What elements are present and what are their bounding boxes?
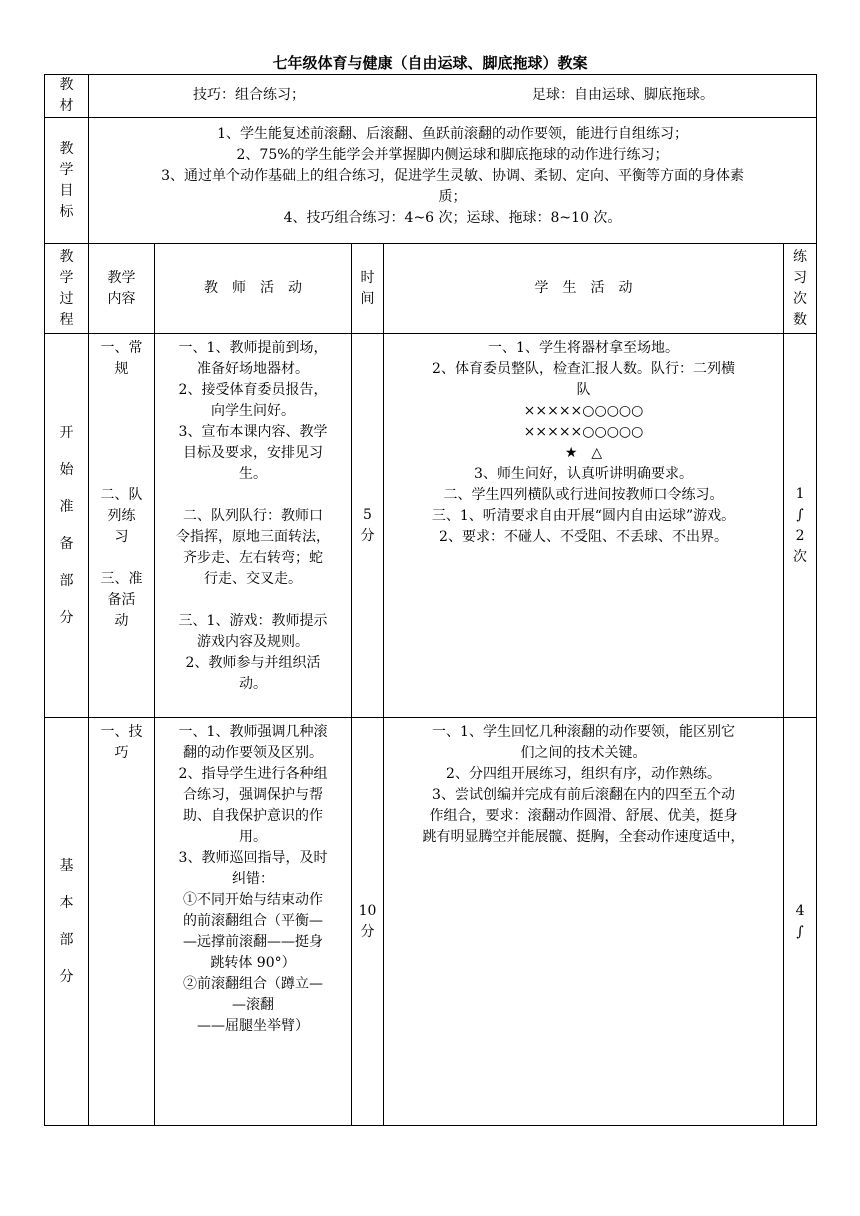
objectives-row <box>45 118 817 244</box>
section-basic-reps: 4 ∫ <box>784 718 817 1126</box>
objective-line: 1、学生能复述前滚翻、后滚翻、鱼跃前滚翻的动作要领，能进行自组练习； <box>217 126 688 142</box>
objective-line: 3、通过单个动作基础上的组合练习，促进学生灵敏、协调、柔韧、定向、平衡等方面的身体素 <box>161 168 744 184</box>
header-reps: 练 习 次 数 <box>784 244 817 334</box>
objective-line: 4、技巧组合练习：4~6 次；运球、拖球：8~10 次。 <box>283 210 622 226</box>
section-basic-teacher: 一、1、教师强调几种滚 翻的动作要领及区别。 2、指导学生进行各种组 合练习，强调保护与帮 助、自我保护意识的作 用。 3、教师巡回指导，及时 纠错： ①不同开始与结束动作 的前滚翻组合（平衡— —远撑前滚翻——挺身 跳转体 90°） ②前滚翻组合（蹲立— —滚翻 ——屈腿坐举臂） <box>155 718 352 1126</box>
materials-row <box>45 75 817 118</box>
materials-label: 教 材 <box>45 75 89 118</box>
section-preparation-label: 开 始 准 备 部 分 <box>45 334 89 718</box>
page-title: 七年级体育与健康（自由运球、脚底拖球）教案 <box>272 54 588 72</box>
section-preparation-student: 一、1、学生将器材拿至场地。 2、体育委员整队，检查汇报人数。队行：二列横 队 ×××××○○○○○ ×××××○○○○○ ★ △ 3、师生问好，认真听讲明确要求。 二、学生四列横队或行进间按教师口令练习。 三、1、听清要求自由开展“圆内自由运球”游戏。 2、要求：不碰人、不受阻、不丢球、不出界。 <box>384 334 784 718</box>
formation-markers: ★ △ <box>564 445 603 461</box>
formation-row-1: ×××××○○○○○ <box>523 403 644 419</box>
header-row <box>45 244 817 334</box>
section-basic-time: 10 分 <box>352 718 384 1126</box>
materials-cell <box>89 75 817 118</box>
header-teacher: 教 师 活 动 <box>155 244 352 334</box>
objective-line: 质； <box>438 189 467 205</box>
header-student: 学 生 活 动 <box>384 244 784 334</box>
materials-football: 足球：自由运球、脚底拖球。 <box>532 87 714 103</box>
header-process: 教 学 过 程 <box>45 244 89 334</box>
objective-line: 2、75%的学生能学会并掌握脚内侧运球和脚底拖球的动作进行练习； <box>236 147 669 163</box>
section-basic-content: 一、技 巧 <box>89 718 155 1126</box>
header-content: 教学 内容 <box>89 244 155 334</box>
objectives-cell <box>89 118 817 244</box>
objectives-label: 教 学 目 标 <box>45 118 89 244</box>
section-basic-student: 一、1、学生回忆几种滚翻的动作要领，能区别它 们之间的技术关键。 2、分四组开展练习，组织有序，动作熟练。 3、尝试创编并完成有前后滚翻在内的四至五个动 作组合，要求：滚翻动作圆滑、舒展、优美，挺身 跳有明显腾空并能展髋、挺胸，全套动作速度适中， <box>384 718 784 1126</box>
section-preparation-time: 5 分 <box>352 334 384 718</box>
section-preparation-row <box>45 334 817 718</box>
materials-gymnastics: 技巧：组合练习； <box>193 87 305 103</box>
formation-row-2: ×××××○○○○○ <box>523 424 644 440</box>
header-time: 时 间 <box>352 244 384 334</box>
section-preparation-reps: 1 ∫ 2 次 <box>784 334 817 718</box>
lesson-plan-table <box>44 74 817 1126</box>
section-preparation-content: 一、常 规 二、队 列练 习 三、准 备活 动 <box>89 334 155 718</box>
section-preparation-teacher: 一、1、教师提前到场， 准备好场地器材。 2、接受体育委员报告， 向学生问好。 3、宣布本课内容、教学 目标及要求，安排见习 生。 二、队列队行：教师口 令指挥，原地三面转法， 齐步走、左右转弯；蛇 行走、交叉走。 三、1、游戏：教师提示 游戏内容及规则。 2、教师参与并组织活 动。 <box>155 334 352 718</box>
section-basic-row <box>45 718 817 1126</box>
section-basic-label: 基 本 部 分 <box>45 718 89 1126</box>
